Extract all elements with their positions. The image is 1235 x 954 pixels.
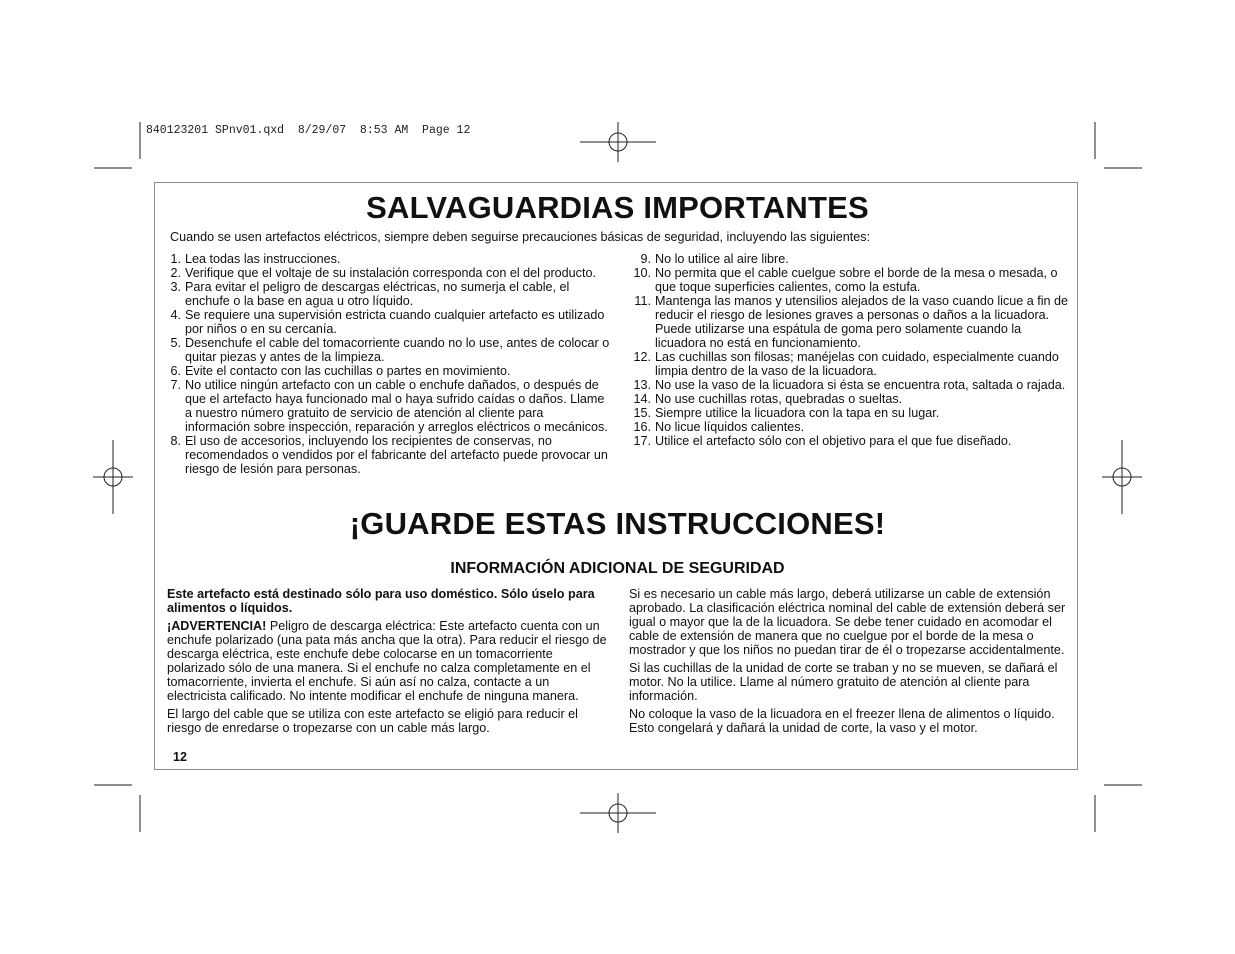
list-item: 13. No use la vaso de la licuadora si ésta se encuentra rota, saltada o rajada.: [633, 378, 1066, 392]
page-number: 12: [173, 750, 187, 764]
cord-length-paragraph: El largo del cable que se utiliza con este artefacto se eligió para reducir el riesgo de enredarse o tropezarse con un cable más largo.: [167, 707, 578, 735]
household-use-notice: Este artefacto está destinado sólo para uso doméstico. Sólo úselo para alimentos o líquidos.: [167, 587, 595, 615]
warning-label: ¡ADVERTENCIA!: [167, 619, 267, 633]
print-slug: 840123201 SPnv01.qxd 8/29/07 8:53 AM Page 12: [146, 124, 471, 137]
intro-text: Cuando se usen artefactos eléctricos, siempre deben seguirse precauciones básicas de seguridad, incluyendo las siguientes:: [170, 230, 871, 244]
list-item: 7. No utilice ningún artefacto con un cable o enchufe dañados, o después de que el artefacto haya funcionado mal o haya sufrido caídas o daños. Llame a nuestro número gratuito de servicio de atención al cliente para información sobre inspección, reparación y arreglos eléctricos o mecánicos.: [170, 378, 608, 434]
list-item: 3. Para evitar el peligro de descargas eléctricas, no sumerja el cable, el enchufe o la base en agua u otro líquido.: [170, 280, 570, 308]
freezer-paragraph: No coloque la vaso de la licuadora en el freezer llena de alimentos o líquido. Esto congelará y dañará la unidad de corte, la vaso y el motor.: [629, 707, 1055, 735]
list-item: 5. Desenchufe el cable del tomacorriente cuando no lo use, antes de colocar o quitar piezas y antes de la limpieza.: [170, 336, 610, 364]
list-item: 2. Verifique que el voltaje de su instalación corresponda con el del producto.: [170, 266, 596, 280]
registration-mark-left: [93, 440, 133, 514]
list-item: 16. No licue líquidos calientes.: [633, 420, 805, 434]
page-title: SALVAGUARDIAS IMPORTANTES: [366, 190, 869, 225]
registration-mark-right: [1102, 440, 1142, 514]
list-item: 8. El uso de accesorios, incluyendo los recipientes de conservas, no recomendados o vendidos por el fabricante del artefacto puede provocar un riesgo de lesión para personas.: [170, 434, 608, 476]
additional-safety-heading: INFORMACIÓN ADICIONAL DE SEGURIDAD: [450, 560, 785, 577]
safeguards-list-left: [155, 252, 610, 476]
save-instructions-heading: ¡GUARDE ESTAS INSTRUCCIONES!: [349, 506, 886, 541]
list-item: 14. No use cuchillas rotas, quebradas o sueltas.: [633, 392, 903, 406]
list-item: 4. Se requiere una supervisión estricta cuando cualquier artefacto es utilizado por niños o en su cercanía.: [170, 308, 605, 336]
additional-info-left-column: [167, 587, 609, 739]
blade-jam-paragraph: Si las cuchillas de la unidad de corte se traban y no se mueven, se dañará el motor. No la utilice. Llame al número gratuito de atención al cliente para información.: [629, 661, 1058, 703]
list-item: 1. Lea todas las instrucciones.: [170, 252, 341, 266]
safeguards-list-right: [625, 252, 1075, 448]
list-item: 12. Las cuchillas son filosas; manéjelas con cuidado, especialmente cuando limpia dentro de la vaso de la licuadora.: [633, 350, 1059, 378]
additional-info-right-column: [629, 587, 1074, 739]
registration-mark-top: [580, 122, 656, 162]
list-item: 15. Siempre utilice la licuadora con la tapa en su lugar.: [633, 406, 940, 420]
list-item: 17. Utilice el artefacto sólo con el objetivo para el que fue diseñado.: [633, 434, 1012, 448]
warning-paragraph: ¡ADVERTENCIA! Peligro de descarga eléctrica: Este artefacto cuenta con un enchufe polarizado (una pata más ancha que la otra). Para reducir el riesgo de descarga eléctrica, este enchufe debe colocarse en un tomacorriente polarizado sólo de una manera. Si el enchufe no calza completamente en el tomacorriente, invierta el enchufe. Si aún así no calza, contacte a un electricista calificado. No intente modificar el enchufe de ninguna manera.: [167, 619, 607, 703]
list-item: 9. No lo utilice al aire libre.: [640, 252, 789, 266]
extension-cord-paragraph: Si es necesario un cable más largo, deberá utilizarse un cable de extensión aprobado. La clasificación eléctrica nominal del cable de extensión deberá ser igual o mayor que la de la licuadora. Se debe tener cuidado en acomodar el cable de extensión de manera que no cuelgue por el borde de la mesa o mostrador y que los niños no puedan tirar de él o tropezarse accidentalmente.: [629, 587, 1066, 657]
list-item: 11. Mantenga las manos y utensilios alejados de la vaso cuando licue a fin de reducir el riesgo de lesiones graves a personas o daños a la licuadora. Puede utilizarse una espátula de goma pero solamente cuando la licuadora no está en funcionamiento.: [634, 294, 1069, 350]
list-item: 6. Evite el contacto con las cuchillas o partes en movimiento.: [170, 364, 511, 378]
list-item: 10. No permita que el cable cuelgue sobre el borde de la mesa o mesada, o que toque superficies calientes, como la estufa.: [633, 266, 1058, 294]
registration-mark-bottom: [580, 793, 656, 833]
